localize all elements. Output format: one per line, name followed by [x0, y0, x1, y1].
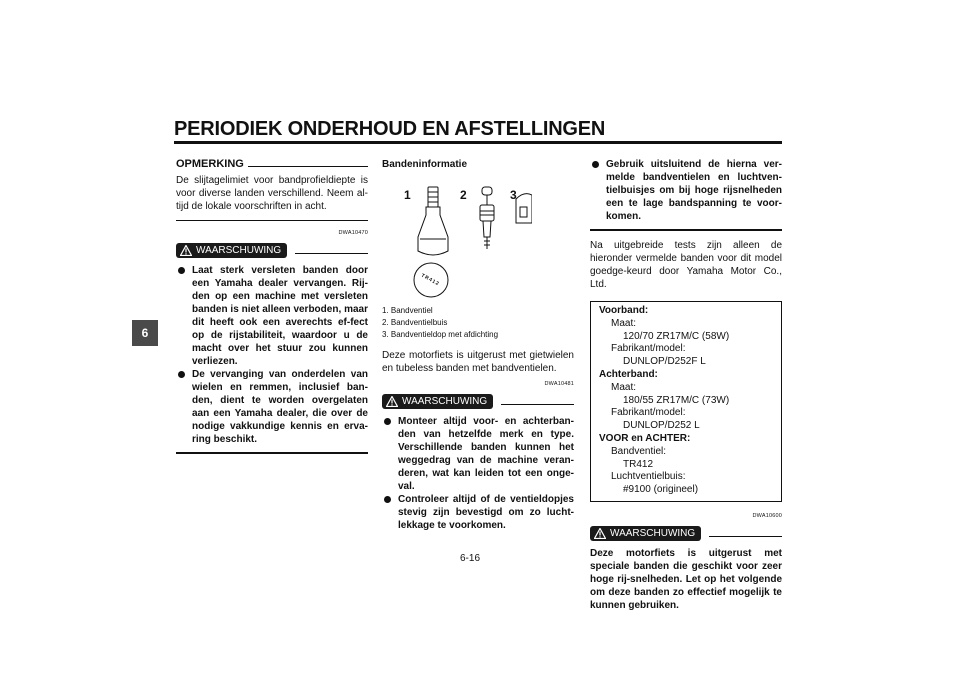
warning-header — [176, 243, 368, 258]
warning-triangle-icon — [594, 528, 606, 539]
spec-label: Luchtventielbuis: — [611, 471, 686, 483]
column-left — [176, 158, 368, 454]
spec-label: Fabrikant/model: — [611, 407, 686, 419]
valve-core-icon — [480, 187, 494, 249]
bullet-icon — [384, 418, 391, 425]
warning-line — [501, 404, 574, 405]
title-rule — [174, 141, 782, 144]
warning-triangle-icon — [386, 396, 398, 407]
list-item: Controleer altijd of de ventieldopjes stevig zijn bevestigd om zo lucht-lekkage te voorkomen. — [382, 493, 574, 532]
warning-badge — [590, 526, 701, 541]
warning-list — [590, 158, 782, 223]
tire-spec-box — [590, 301, 782, 502]
rear-tire-size: 180/55 ZR17M/C (73W) — [623, 394, 730, 406]
warning-line — [709, 536, 782, 537]
valve-cap-icon — [516, 194, 532, 223]
column-middle — [382, 158, 574, 532]
cap-marking: TR412 — [419, 272, 441, 288]
warning-end-rule — [176, 452, 368, 454]
chapter-tab: 6 — [132, 320, 158, 346]
warning-header — [590, 526, 782, 541]
list-item: Monteer altijd voor- en achterban-den van hetzelfde merk en type. Verschillende banden kunnen het weggedrag van de machine veran-deren, wat kan leiden tot een onge-val. — [382, 415, 574, 493]
warning-badge — [176, 243, 287, 258]
warning-code: DWA10481 — [544, 381, 574, 387]
warning-label: WAARSCHUWING — [610, 527, 696, 539]
column-right — [590, 158, 782, 612]
figure-number-2: 2 — [460, 188, 467, 202]
legend-item: 2. Bandventielbuis — [382, 318, 448, 327]
warning-end-rule — [590, 229, 782, 231]
warning-line — [295, 253, 368, 254]
note-header — [176, 158, 368, 171]
figure-legend — [382, 305, 574, 341]
bullet-icon — [592, 161, 599, 168]
warning-triangle-icon — [180, 245, 192, 256]
spec-label: Fabrikant/model: — [611, 343, 686, 355]
spec-label: Maat: — [611, 381, 637, 393]
legend-item: 3. Bandventieldop met afdichting — [382, 330, 499, 339]
rear-tire-model: DUNLOP/D252 L — [623, 420, 700, 432]
legend-item: 1. Bandventiel — [382, 306, 433, 315]
note-text: De slijtagelimiet voor bandprofieldiepte is voor diverse landen verschillend. Neem al-tijd de lokale voorschriften in acht. — [176, 175, 368, 212]
note-line — [248, 166, 368, 167]
valve-drawing — [382, 175, 532, 303]
valve-figure — [382, 175, 532, 303]
front-tire-model: DUNLOP/D252F L — [623, 356, 706, 368]
list-item: De vervanging van onderdelen van wielen en remmen, inclusief ban-den, dient te worden overgelaten aan een Yamaha dealer, die over de nodige vakkundige kennis en erva-ring beschikt. — [176, 368, 368, 446]
spec-label: Bandventiel: — [611, 445, 667, 457]
warning-label: WAARSCHUWING — [402, 396, 488, 407]
rear-tire-title: Achterband: — [599, 368, 658, 380]
front-tire-size: 120/70 ZR17M/C (58W) — [623, 330, 730, 342]
bullet-icon — [178, 371, 185, 378]
section-title: Bandeninformatie — [382, 159, 468, 170]
note-label: OPMERKING — [176, 158, 244, 170]
page-number: 6-16 — [460, 553, 481, 564]
body-paragraph: Deze motorfiets is uitgerust met gietwielen en tubeless banden met bandventielen. — [382, 350, 574, 374]
note-end-rule — [176, 220, 368, 221]
body-paragraph: Na uitgebreide tests zijn alleen de hieronder vermelde banden voor dit model goedge-keurd door Yamaha Motor Co., Ltd. — [590, 240, 782, 290]
figure-number-1: 1 — [404, 188, 411, 202]
both-title: VOOR en ACHTER: — [599, 432, 691, 444]
front-tire-title: Voorband: — [599, 305, 649, 316]
bullet-icon — [178, 267, 185, 274]
list-item: Laat sterk versleten banden door een Yamaha dealer vervangen. Rij-den op een machine met versleten banden is niet alleen verboden, maar dit heeft ook een averechts ef-fect op de rijstabiliteit, waardoor u de macht over het stuur zou kunnen verliezen. — [176, 264, 368, 368]
warning-list — [382, 415, 574, 532]
figure-number-3: 3 — [510, 188, 517, 202]
page-title: PERIODIEK ONDERHOUD EN AFSTELLINGEN — [174, 118, 606, 140]
warning-text: Deze motorfiets is uitgerust met speciale banden die geschikt voor zeer hoge rij-snelheden. Let op het volgende om deze banden zo effectief mogelijk te kunnen gebruiken. — [590, 547, 782, 611]
warning-badge — [382, 394, 493, 409]
tire-valve-icon — [418, 187, 448, 255]
tube-value: #9100 (origineel) — [623, 484, 699, 496]
valve-value: TR412 — [623, 458, 654, 470]
warning-header — [382, 394, 574, 409]
list-item: Gebruik uitsluitend de hierna ver-melde bandventielen en luchtven-tielbuisjes om bij hoge rijsnelheden een te lage bandspanning te voor-komen. — [590, 158, 782, 223]
spec-label: Maat: — [611, 317, 637, 329]
bullet-icon — [384, 496, 391, 503]
warning-code: DWA10470 — [338, 230, 368, 236]
warning-list — [176, 264, 368, 446]
warning-label: WAARSCHUWING — [196, 245, 282, 256]
warning-code: DWA10600 — [752, 512, 782, 519]
